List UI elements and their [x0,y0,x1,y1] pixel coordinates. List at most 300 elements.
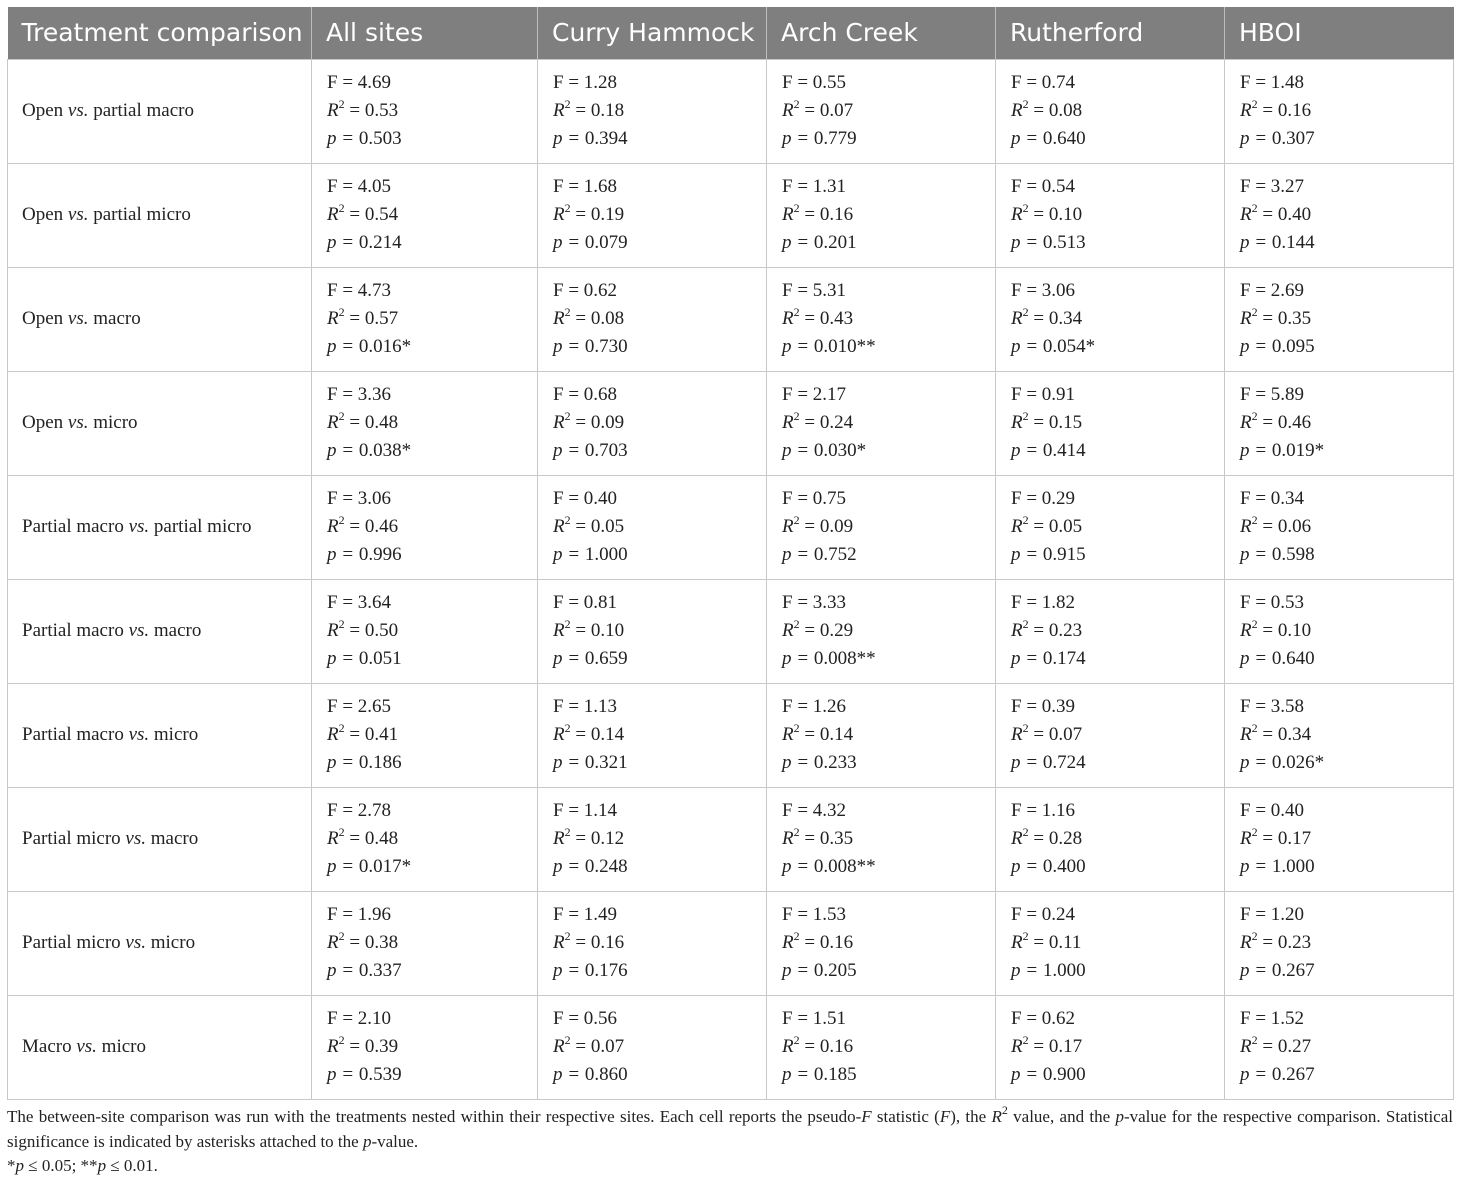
r-superscript: 2 [1022,928,1029,943]
r2-value: 0.14 [590,724,625,746]
stat-cell [1225,267,1454,371]
f-value: 0.54 [1041,176,1076,198]
f-value: 1.20 [1270,904,1305,926]
r2-value: 0.48 [364,828,399,850]
r-label: R [1240,932,1252,954]
f-value: 1.48 [1270,72,1305,94]
treatment-comparison-cell [8,59,312,163]
f-label: F = [782,72,813,94]
r-label: R [1011,1036,1023,1058]
r-equals: = [1257,828,1278,850]
r-equals: = [1028,412,1049,434]
r-label: R [782,516,794,538]
p-label: p = [1011,751,1043,773]
vs-label: vs. [67,308,89,329]
r-equals: = [799,620,820,642]
stat-cell [996,475,1225,579]
f-line [553,277,766,305]
f-label: F = [1240,592,1271,614]
p-label: p = [1240,543,1272,565]
r-equals: = [799,308,820,330]
p-line [1240,125,1453,153]
p-value: 0.233 [813,751,857,773]
f-line [1240,589,1453,617]
r2-value: 0.18 [590,100,625,122]
p-line [782,957,995,985]
p-label: p = [553,335,585,357]
p-label: p = [553,439,585,461]
r-label: R [553,308,565,330]
p-label: p = [553,543,585,565]
p-line [327,437,537,465]
r-label: R [327,828,339,850]
r2-line [327,929,537,957]
r2-value: 0.57 [364,308,399,330]
r2-value: 0.35 [1277,308,1312,330]
r-equals: = [570,828,591,850]
table-caption: The between-site comparison was run with the treatments nested within their respective sites. Each cell reports the pseudo-F statistic (F), the $R^2$ value, and the p-value for the respective comparison. Statistical significance is indicated by asterisks attached to the p-value. [7,1103,1453,1151]
r-equals: = [1028,516,1049,538]
p-label: p = [1011,959,1043,981]
r2-line [327,825,537,853]
p-line [1240,229,1453,257]
f-value: 1.16 [1041,800,1076,822]
table-row [8,579,1454,683]
r2-line [553,1033,766,1061]
p-label: p = [553,647,585,669]
r-equals: = [1257,204,1278,226]
p-line [1011,229,1224,257]
p-line [553,229,766,257]
r-superscript: 2 [564,304,571,319]
p-value: 0.186 [358,751,402,773]
r-label: R [553,932,565,954]
f-line [327,381,537,409]
r2-line [782,721,995,749]
r2-value: 0.06 [1277,516,1312,538]
r-label: R [327,724,339,746]
header-curry-hammock: Curry Hammock [538,7,767,59]
f-label: F = [1240,72,1271,94]
f-value: 1.53 [812,904,847,926]
f-label: F = [1011,904,1042,926]
f-label: F = [1240,1008,1271,1030]
table-row [8,371,1454,475]
r2-line [782,617,995,645]
r-superscript: 2 [793,96,800,111]
f-label: F = [1011,280,1042,302]
r2-line [553,513,766,541]
f-value: 0.34 [1270,488,1305,510]
r-equals: = [1257,620,1278,642]
r-superscript: 2 [793,1032,800,1047]
p-line [553,853,766,881]
r-superscript: 2 [1251,720,1258,735]
f-line [782,173,995,201]
f-value: 0.40 [583,488,618,510]
r-label: R [327,412,339,434]
p-line [782,229,995,257]
r2-value: 0.35 [819,828,854,850]
comparison-first: Open [22,412,68,433]
r-superscript: 2 [338,720,345,735]
p-value: 0.414 [1042,439,1086,461]
treatment-comparison-cell [8,891,312,995]
p-value: 1.000 [584,543,628,565]
r-equals: = [799,204,820,226]
treatment-comparison-cell [8,475,312,579]
p-line [1240,749,1453,777]
treatment-comparison-cell [8,995,312,1099]
p-label: p = [553,855,585,877]
r-equals: = [1257,724,1278,746]
p-value: 0.185 [813,1063,857,1085]
f-value: 1.68 [583,176,618,198]
r2-line [1011,97,1224,125]
f-value: 2.78 [357,800,392,822]
p-label: p = [782,231,814,253]
r2-value: 0.07 [1048,724,1083,746]
p-label: p = [782,647,814,669]
r2-line [553,305,766,333]
comparison-first: Partial macro [22,620,129,641]
stat-cell [312,267,538,371]
table-row [8,891,1454,995]
f-label: F = [327,696,358,718]
p-line [1240,645,1453,673]
r2-value: 0.10 [1277,620,1312,642]
r2-value: 0.12 [590,828,625,850]
r-equals: = [1257,100,1278,122]
r-equals: = [1257,1036,1278,1058]
p-value: 0.779 [813,127,857,149]
r-equals: = [570,724,591,746]
stat-cell [538,267,767,371]
r-label: R [1011,100,1023,122]
stat-cell [1225,787,1454,891]
r2-value: 0.40 [1277,204,1312,226]
r2-value: 0.10 [590,620,625,642]
r-superscript: 2 [564,824,571,839]
p-label: p = [782,127,814,149]
r2-line [782,305,995,333]
f-label: F = [553,800,584,822]
f-value: 5.31 [812,280,847,302]
r-equals: = [344,828,365,850]
r2-value: 0.14 [819,724,854,746]
f-label: F = [782,904,813,926]
stat-cell [312,891,538,995]
r2-line [553,409,766,437]
p-line [553,125,766,153]
f-label: F = [782,696,813,718]
f-line [1011,589,1224,617]
r-label: R [782,100,794,122]
r2-value: 0.17 [1048,1036,1083,1058]
f-value: 0.40 [1270,800,1305,822]
r-superscript: 2 [564,408,571,423]
r2-line [327,305,537,333]
r-superscript: 2 [1022,720,1029,735]
p-value: 0.017* [358,855,412,877]
f-value: 4.69 [357,72,392,94]
r-equals: = [1257,516,1278,538]
p-line [1011,1061,1224,1089]
p-value: 0.703 [584,439,628,461]
f-value: 0.68 [583,384,618,406]
f-line [1011,1005,1224,1033]
r-label: R [1240,1036,1252,1058]
r-superscript: 2 [1251,824,1258,839]
stat-cell [996,371,1225,475]
r-superscript: 2 [1022,1032,1029,1047]
r2-line [327,513,537,541]
f-label: F = [782,592,813,614]
p-label: p = [1240,959,1272,981]
comparison-second: micro [149,724,199,745]
f-label: F = [553,904,584,926]
r-label: R [782,828,794,850]
stat-cell [312,371,538,475]
p-value: 0.054* [1042,335,1096,357]
p-line [1011,333,1224,361]
r-superscript: 2 [793,512,800,527]
treatment-comparison-cell [8,163,312,267]
f-line [1240,693,1453,721]
p-value: 0.513 [1042,231,1086,253]
f-label: F = [782,384,813,406]
f-value: 5.89 [1270,384,1305,406]
r-label: R [782,932,794,954]
r-label: R [553,204,565,226]
r-equals: = [799,1036,820,1058]
r2-value: 0.09 [819,516,854,538]
stat-cell [996,683,1225,787]
r2-line [1240,97,1453,125]
vs-label: vs. [125,932,146,953]
p-value: 0.095 [1271,335,1315,357]
f-value: 1.31 [812,176,847,198]
stat-cell [996,787,1225,891]
r2-line [327,201,537,229]
p-line [553,957,766,985]
f-value: 3.33 [812,592,847,614]
table-body [8,59,1454,1099]
f-label: F = [1011,176,1042,198]
r-label: R [1240,412,1252,434]
p-value: 0.205 [813,959,857,981]
f-line [553,173,766,201]
r2-value: 0.48 [364,412,399,434]
f-value: 0.74 [1041,72,1076,94]
r-superscript: 2 [564,616,571,631]
stat-cell [1225,579,1454,683]
p-value: 0.752 [813,543,857,565]
f-value: 1.82 [1041,592,1076,614]
r-superscript: 2 [338,304,345,319]
f-line [782,381,995,409]
f-value: 0.91 [1041,384,1076,406]
table-row [8,475,1454,579]
treatment-comparison-cell [8,683,312,787]
r-label: R [782,308,794,330]
r-superscript: 2 [338,408,345,423]
r2-line [327,1033,537,1061]
results-table [7,7,1454,1100]
vs-label: vs. [128,620,150,641]
r2-line [1240,825,1453,853]
f-line [327,485,537,513]
f-line [553,381,766,409]
stat-cell [1225,995,1454,1099]
p-label: p = [782,439,814,461]
r-label: R [782,204,794,226]
r-label: R [1240,100,1252,122]
p-label: p = [327,855,359,877]
p-line [327,749,537,777]
f-line [327,589,537,617]
comparison-second: micro [146,932,196,953]
p-value: 0.598 [1271,543,1315,565]
r-label: R [782,620,794,642]
r2-line [553,97,766,125]
stat-cell [767,163,996,267]
r2-value: 0.07 [819,100,854,122]
r2-value: 0.08 [1048,100,1083,122]
f-line [1011,381,1224,409]
p-line [1011,437,1224,465]
f-label: F = [327,1008,358,1030]
p-line [327,229,537,257]
comparison-first: Partial micro [22,932,126,953]
f-value: 1.51 [812,1008,847,1030]
r-equals: = [1028,932,1049,954]
r2-value: 0.19 [590,204,625,226]
f-label: F = [327,384,358,406]
f-value: 3.58 [1270,696,1305,718]
r-equals: = [570,516,591,538]
p-value: 0.730 [584,335,628,357]
r-equals: = [344,1036,365,1058]
r-equals: = [1257,308,1278,330]
f-line [1011,69,1224,97]
r-label: R [1240,204,1252,226]
r2-line [782,1033,995,1061]
p-value: 0.659 [584,647,628,669]
stat-cell [312,995,538,1099]
f-value: 3.64 [357,592,392,614]
r2-line [553,929,766,957]
f-line [1240,69,1453,97]
header-treatment-comparison: Treatment comparison [8,7,312,59]
p-label: p = [553,127,585,149]
f-label: F = [327,488,358,510]
treatment-comparison-cell [8,371,312,475]
header-hboi: HBOI [1225,7,1454,59]
treatment-comparison-cell [8,579,312,683]
f-value: 1.49 [583,904,618,926]
p-label: p = [327,335,359,357]
r2-line [553,617,766,645]
p-line [327,645,537,673]
r2-value: 0.27 [1277,1036,1312,1058]
p-value: 0.640 [1271,647,1315,669]
f-label: F = [553,488,584,510]
r2-line [1240,409,1453,437]
r2-value: 0.43 [819,308,854,330]
r2-value: 0.38 [364,932,399,954]
r2-value: 0.16 [819,932,854,954]
r-superscript: 2 [338,96,345,111]
p-line [1240,957,1453,985]
r2-line [1240,1033,1453,1061]
r-superscript: 2 [564,96,571,111]
p-line [553,749,766,777]
f-value: 0.24 [1041,904,1076,926]
stat-cell [312,683,538,787]
f-label: F = [1240,384,1271,406]
r-superscript: 2 [1022,200,1029,215]
p-line [553,333,766,361]
comparison-first: Partial macro [22,516,129,537]
r2-value: 0.08 [590,308,625,330]
p-line [1011,125,1224,153]
r2-line [553,825,766,853]
r2-value: 0.09 [590,412,625,434]
f-value: 2.69 [1270,280,1305,302]
f-line [782,589,995,617]
header-arch-creek: Arch Creek [767,7,996,59]
p-value: 0.394 [584,127,628,149]
stat-cell [767,579,996,683]
r2-line [1011,305,1224,333]
stat-cell [996,891,1225,995]
stat-cell [767,891,996,995]
f-value: 0.62 [1041,1008,1076,1030]
p-label: p = [553,231,585,253]
p-label: p = [327,959,359,981]
header-row [8,7,1454,59]
p-value: 0.307 [1271,127,1315,149]
p-line [782,749,995,777]
f-label: F = [327,176,358,198]
comparison-first: Macro [22,1036,77,1057]
stat-cell [1225,163,1454,267]
p-value: 0.010** [813,335,876,357]
r-label: R [1011,412,1023,434]
p-label: p = [782,959,814,981]
r-equals: = [799,724,820,746]
p-value: 0.900 [1042,1063,1086,1085]
r2-value: 0.54 [364,204,399,226]
treatment-comparison-cell [8,787,312,891]
f-label: F = [327,592,358,614]
r-superscript: 2 [1251,96,1258,111]
p-line [782,437,995,465]
r-label: R [1011,932,1023,954]
f-line [327,173,537,201]
f-value: 0.39 [1041,696,1076,718]
stat-cell [767,787,996,891]
f-line [553,1005,766,1033]
f-line [553,589,766,617]
p-line [782,645,995,673]
vs-label: vs. [67,204,89,225]
comparison-second: macro [146,828,199,849]
p-value: 0.008** [813,855,876,877]
f-value: 1.13 [583,696,618,718]
results-table-wrapper [7,7,1453,1100]
